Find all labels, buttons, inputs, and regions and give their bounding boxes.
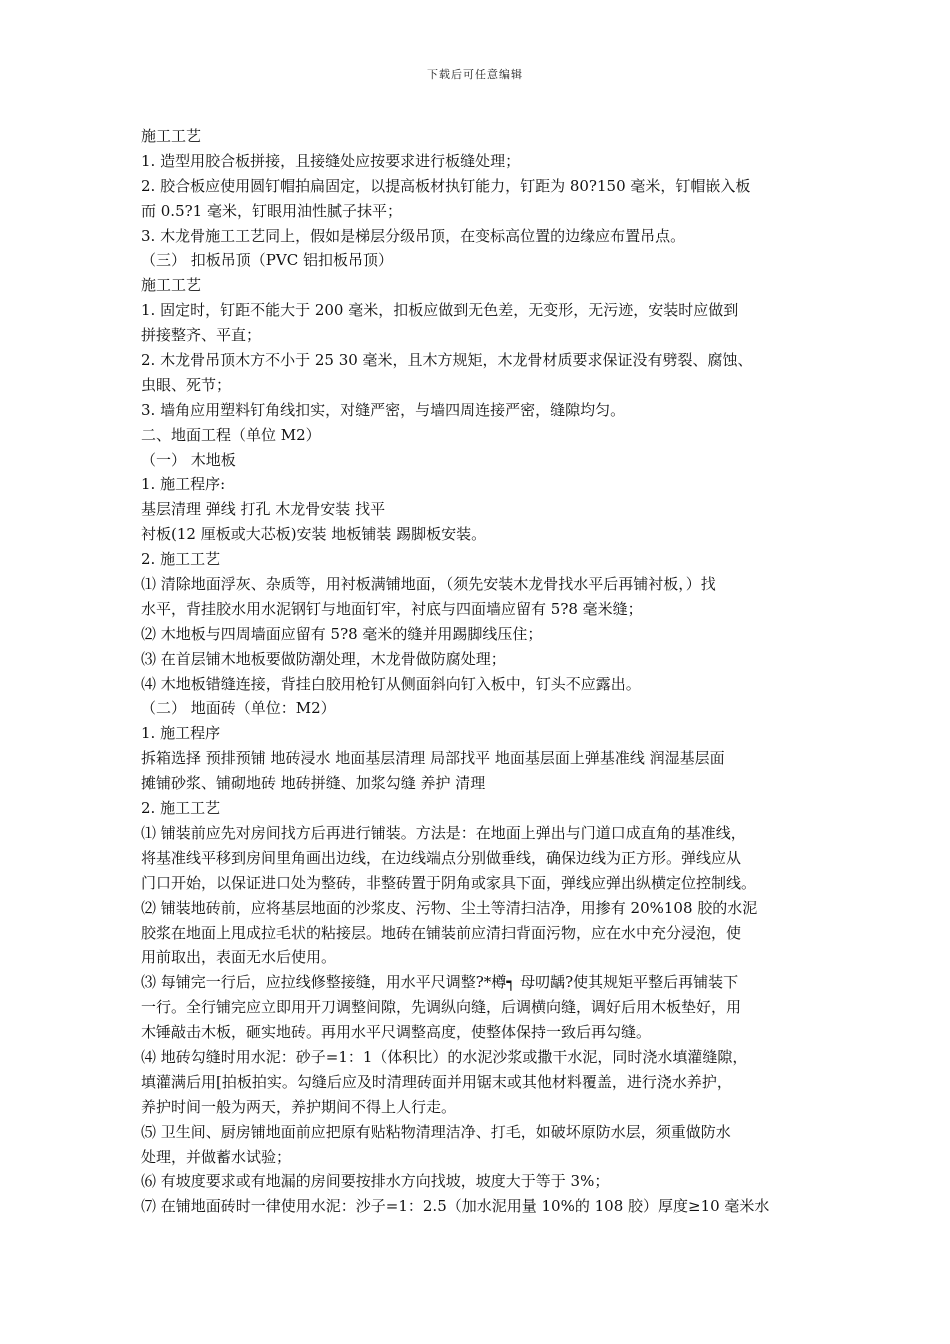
text-line: 门口开始，以保证进口处为整砖，非整砖置于阴角或家具下面，弹线应弹出纵横定位控制线。 (141, 873, 757, 892)
text-line: ⑷ 地砖勾缝时用水泥：砂子=1：1（体积比）的水泥沙浆或撒干水泥，同时浇水填灌缝隙， (141, 1047, 748, 1066)
text-line: ⑵ 铺装地砖前，应将基层地面的沙浆皮、污物、尘土等清扫洁净，用掺有 20%108 胶的水泥 (141, 898, 758, 917)
text-line: 虫眼、死节； (141, 375, 232, 394)
text-line: ⑴ 铺装前应先对房间找方后再进行铺装。方法是：在地面上弹出与门道口成直角的基准线， (141, 823, 746, 842)
text-line: （二） 地面砖（单位：M2） (141, 699, 336, 718)
text-line: 施工工艺 (141, 276, 202, 295)
text-line: 2. 施工工艺 (141, 550, 221, 569)
text-line: 木锤敲击木板，砸实地砖。再用水平尺调整高度，使整体保持一致后再勾缝。 (141, 1023, 652, 1042)
text-line: ⑶ 每铺完一行后，应拉线修整接缝，用水平尺调整?*樽┑ 母叨龋?使其规矩平整后再铺装下 (141, 973, 739, 992)
text-line: 养护时间一般为两天，养护期间不得上人行走。 (141, 1097, 457, 1116)
text-line: 2. 施工工艺 (141, 799, 221, 818)
text-line: 基层清理 弹线 打孔 木龙骨安装 找平 (141, 500, 386, 519)
text-line: 拼接整齐、平直； (141, 326, 262, 345)
text-line: （三） 扣板吊顶（PVC 铝扣板吊顶） (141, 251, 393, 270)
document-body (141, 124, 831, 1219)
text-line: 1. 施工程序: (141, 475, 226, 494)
text-line: 2. 木龙骨吊顶木方不小于 25 30 毫米，且木方规矩，木龙骨材质要求保证没有劈裂、腐蚀、 (141, 351, 753, 370)
text-line: 一行。全行铺完应立即用开刀调整间隙，先调纵向缝，后调横向缝，调好后用木板垫好，用 (141, 998, 742, 1017)
text-line: 填灌满后用[拍板拍实。勾缝后应及时清理砖面并用锯末或其他材料覆盖，进行浇水养护， (141, 1072, 732, 1091)
text-line: 摊铺砂浆、铺砌地砖 地砖拼缝、加浆勾缝 养护 清理 (141, 774, 486, 793)
page-header-note: 下载后可任意编辑 (427, 68, 523, 81)
text-line: 1. 施工程序 (141, 724, 221, 743)
text-line: ⑴ 清除地面浮灰、杂质等，用衬板满铺地面，（须先安装木龙骨找水平后再铺衬板，）找 (141, 575, 716, 594)
text-line: 而 0.5?1 毫米，钉眼用油性腻子抹平； (141, 201, 402, 220)
text-line: 衬板(12 厘板或大芯板)安装 地板铺装 踢脚板安装。 (141, 525, 487, 544)
text-line: ⑹ 有坡度要求或有地漏的房间要按排水方向找坡，坡度大于等于 3%； (141, 1172, 610, 1191)
text-line: 1. 固定时，钉距不能大于 200 毫米，扣板应做到无色差，无变形，无污迹，安装时应做到 (141, 301, 739, 320)
text-line: 施工工艺 (141, 127, 202, 145)
text-line: 3. 木龙骨施工工艺同上，假如是梯层分级吊顶，在变标高位置的边缘应布置吊点。 (141, 226, 686, 245)
text-line: 3. 墙角应用塑料钉角线扣实，对缝严密，与墙四周连接严密，缝隙均匀。 (141, 400, 626, 419)
text-line: ⑺ 在铺地面砖时一律使用水泥：沙子=1：2.5（加水泥用量 10%的 108 胶）厚度≥10 毫米水 (141, 1197, 770, 1216)
text-line: 1. 造型用胶合板拼接，且接缝处应按要求进行板缝处理； (141, 151, 521, 170)
text-line: 胶浆在地面上甩成拉毛状的粘接层。地砖在铺装前应清扫背面污物，应在水中充分浸泡，使 (141, 923, 742, 942)
text-line: 拆箱选择 预排预铺 地砖浸水 地面基层清理 局部找平 地面基层面上弹基准线 润湿基层面 (141, 749, 725, 768)
text-line: 2. 胶合板应使用圆钉帽拍扁固定，以提高板材执钉能力，钉距为 80?150 毫米，钉帽嵌入板 (141, 176, 751, 195)
text-line: 二、地面工程（单位 M2） (141, 425, 321, 444)
text-line: ⑶ 在首层铺木地板要做防潮处理，木龙骨做防腐处理； (141, 649, 506, 668)
text-line: 水平，背挂胶水用水泥钢钉与地面钉牢，衬底与四面墙应留有 5?8 毫米缝； (141, 599, 643, 618)
text-line: 将基准线平移到房间里角画出边线，在边线端点分别做垂线，确保边线为正方形。弹线应从 (141, 848, 742, 867)
text-line: ⑸ 卫生间、厨房铺地面前应把原有贴粘物清理洁净、打毛，如破坏原防水层，须重做防水 (141, 1122, 731, 1141)
text-line: ⑷ 木地板错缝连接，背挂白胶用枪钉从侧面斜向钉入板中，钉头不应露出。 (141, 674, 641, 693)
text-line: 用前取出，表面无水后使用。 (141, 948, 337, 967)
text-line: ⑵ 木地板与四周墙面应留有 5?8 毫米的缝并用踢脚线压住； (141, 624, 543, 643)
text-line: （一） 木地板 (141, 450, 236, 469)
text-line: 处理，并做蓄水试验； (141, 1147, 292, 1166)
